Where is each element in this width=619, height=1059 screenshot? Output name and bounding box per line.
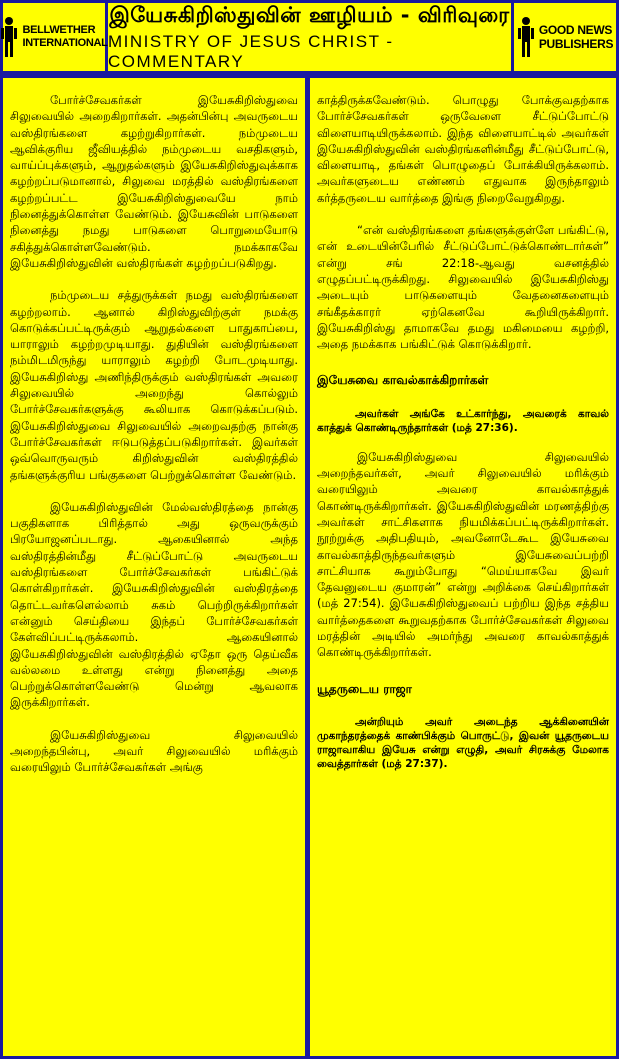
paragraph: இயேசுகிறிஸ்துவின் மேல்வஸ்திரத்தை நான்கு பகுதிகளாக பிரித்தால் அது ஒருவருக்கும் பிரயோஜனப்படாது. ஆகையினால் அந்த வஸ்திரத்தின்மீது சீட்டுப்போட்டு அவருடைய வஸ்திரங்களை போர்ச்சேவகர்கள் பங்கிட்டுக் கொள்கிறார்கள். இயேசுகிறிஸ்துவின் வஸ்திரத்தை தொட்டவர்களெல்லாம் சுகம் பெற்றிருக்கிறார்கள் என்னும் செய்தியை இந்தப் போர்ச்சேவகர்கள் கேள்விப்பட்டிருக்கலாம். ஆகையினால் இயேசுகிறிஸ்துவின் வஸ்திரத்தில் ஏதோ ஒரு தெய்வீக வல்லமை உள்ளது என்று நினைத்து அதை பெற்றுக்கொள்ளவேண்டு மென்று ஆவலாக இருக்கிறார்கள். <box>10 499 298 710</box>
right-column <box>310 78 616 1056</box>
paragraph: நம்முடைய சத்துருக்கள் நமது வஸ்திரங்களை கழற்றலாம். ஆனால் கிறிஸ்துவிற்குள் நமக்கு கொடுக்கப்பட்டிருக்கும் ஆறுதல்களை பாதுகாப்பை, யாராலும் கழற்றமுடியாது. துதியின் வஸ்திரங்களை நம்மிடமிருந்து யாராலும் கழற்றி போடமுடியாது. இயேசுகிறிஸ்து அணிந்திருக்கும் வஸ்திரங்கள் அவரை சிலுவையில் அறைந்து கொல்லும் போர்ச்சேவகர்களுக்கு கூலியாக கொடுக்கப்படும். இயேசுகிறிஸ்துவை சிலுவையில் அறைவதற்கு நான்கு போர்ச்சேவகர்கள் ஈடுபடுத்தப்படுகிறார்கள். இவர்கள் ஒவ்வொருவரும் கிறிஸ்துவின் வஸ்திரத்தில் தங்களுக்குரிய பங்குகளை பெற்றுக்கொள்ள வேண்டும். <box>10 288 298 482</box>
logo-right-line2: PUBLISHERS <box>538 37 614 51</box>
scripture-quote: அன்றியும் அவர் அடைந்த ஆக்கினையின் முகாந்தரத்தைக் காண்பிக்கும் பொருட்டு, இவன் யூதருடைய ராஜாவாகிய இயேசு என்று எழுதி, அவர் சிரசுக்கு மேலாக வைத்தார்கள் (மத் 27:37). <box>317 715 609 770</box>
bellwether-logo <box>3 3 108 71</box>
title-english: MINISTRY OF JESUS CHRIST - COMMENTARY <box>108 32 394 71</box>
logo-left-line2: INTERNATIONAL <box>22 37 108 49</box>
good-news-logo <box>514 3 616 71</box>
page-title <box>108 3 511 71</box>
logo-left-line1: BELLWETHER <box>22 24 96 36</box>
title-tamil: இயேசுகிறிஸ்துவின் ஊழியம் - விரிவுரை <box>109 3 510 27</box>
left-column <box>3 78 305 1056</box>
paragraph: போர்ச்சேவகர்கள் இயேசுகிறிஸ்துவை சிலுவையில் அறைகிறார்கள். அதன்பின்பு அவருடைய வஸ்திரங்களை கழற்றுகிறார்கள். நம்முடைய ஆவிக்குரிய ஜீவியத்தில் நம்முடைய வசதிகளும், வாய்ப்புக்களும், ஆறுதல்களும் இயேசுகிறிஸ்துவுக்காக கழற்றப்படுமானால், சிலுவை மரத்தில் வஸ்திரங்களை கழற்றப்பட்ட இயேசுகிறிஸ்துவையே நாம் நினைத்துக்கொள்ள வேண்டும். இயேசுவின் பாடுகளை நினைத்து நமது பாடுகளை பொறுமையோடு சகித்துக்கொள்ளவேண்டும். நமக்காகவே இயேசுகிறிஸ்துவின் வஸ்திரங்கள் கழற்றப்படுகிறது. <box>10 93 298 270</box>
logo-right-line1: GOOD NEWS <box>538 23 613 37</box>
paragraph: இயேசுகிறிஸ்துவை சிலுவையில் அறைந்தவர்கள், அவர் சிலுவையில் மரிக்கும் வரையிலும் அவரை காவல்காத்துக் கொண்டிருக்கிறார்கள். இயேசுகிறிஸ்துவின் மரணத்திற்கு அவர்கள் சாட்சிகளாக நியமிக்கப்பட்டிருக்கிறார்கள். நூற்றுக்கு அதிபதியும், அவனோடேகூட இயேசுவை காவல்காத்திருந்தவர்களும் இயேசுவைப்பற்றி சாட்சியாக கூறும்போது “மெய்யாகவே இவர் தேவனுடைய குமாரன்” என்று அறிக்கை செய்கிறார்கள் (மத் 27:54). இயேசுகிறிஸ்துவைப் பற்றிய இந்த சத்திய வார்த்தைகளை கூறுவதற்காக போர்ச்சேவகர்கள் சிலுவை மரத்தின் அடியில் அமர்ந்து அவரை காவல்காத்துக் கொண்டிருக்கிறார்கள். <box>317 449 609 660</box>
paragraph: காத்திருக்கவேண்டும். பொழுது போக்குவதற்காக போர்ச்சேவகர்கள் ஒருவேளை சீட்டுப்போட்டு விளையாடியிருக்கலாம். இந்த விளையாட்டில் அவர்கள் இயேசுகிறிஸ்துவின் வஸ்திரங்களின்மீது சீட்டுப்போட்டு, விளையாடி, தங்கள் பொழுதைப் போக்கியிருக்கலாம். அவர்களுடைய எண்ணம் எதுவாக இருந்தாலும் கர்த்தருடைய வார்த்தை இங்கு நிறைவேறுகிறது. <box>317 93 609 205</box>
figure-icon <box>517 15 535 59</box>
scripture-quote: அவர்கள் அங்கே உட்கார்ந்து, அவரைக் காவல் காத்துக் கொண்டிருந்தார்கள் (மத் 27:36). <box>317 407 609 434</box>
section-heading: யூதருடைய ராஜா <box>317 681 412 696</box>
paragraph: “என் வஸ்திரங்களை தங்களுக்குள்ளே பங்கிட்டு, என் உடையின்பேரில் சீட்டுப்போட்டுக்கொண்டார்கள்” என்று சங் 22:18-ஆவது வசனத்தில் எழுதப்பட்டிருக்கிறது. சிலுவையில் இயேசுகிறிஸ்து அடையும் பாடுகளையும் வேதனைகளையும் சங்கீதக்காரர் ஏற்கெனவே கூறியிருக்கிறார். இயேசுகிறிஸ்து தாமாகவே தமது மகிமையை கழற்றி, அதை நமக்காக பங்கிட்டுக் கொடுக்கிறார். <box>317 223 609 352</box>
paragraph: இயேசுகிறிஸ்துவை சிலுவையில் அறைந்தபின்பு, அவர் சிலுவையில் மரிக்கும் வரையிலும் போர்ச்சேவகர்கள் அங்கு <box>10 727 298 775</box>
section-heading: இயேசுவை காவல்காக்கிறார்கள் <box>317 373 489 388</box>
figure-icon <box>0 15 18 59</box>
